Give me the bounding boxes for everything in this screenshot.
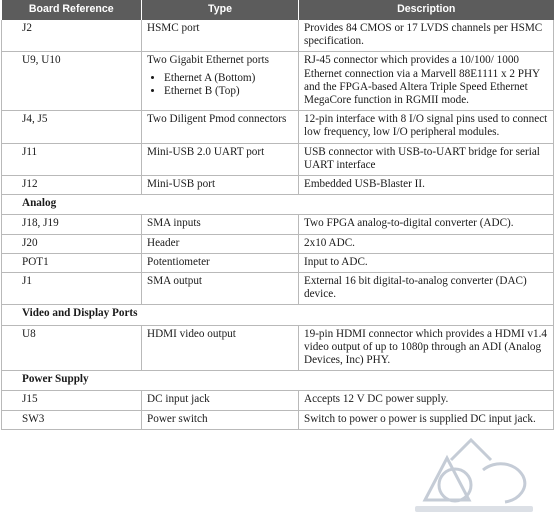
cell-type: SMA inputs: [142, 215, 299, 234]
watermark-logo-icon: [395, 430, 545, 515]
cell-ref: U8: [2, 325, 142, 371]
cell-type: DC input jack: [142, 391, 299, 410]
list-item: • Ethernet B (Top): [164, 85, 294, 98]
cell-ref: J12: [2, 176, 142, 195]
cell-type: SMA output: [142, 273, 299, 305]
cell-type: Two Diligent Pmod connectors: [142, 111, 299, 143]
cell-type: Mini-USB 2.0 UART port: [142, 143, 299, 175]
cell-desc: External 16 bit digital-to-analog converter (DAC) device.: [299, 273, 554, 305]
section-row-power: [2, 371, 554, 391]
table-row: [2, 273, 554, 305]
cell-type: [142, 52, 299, 111]
table-row: [2, 410, 554, 429]
cell-desc: Embedded USB-Blaster II.: [299, 176, 554, 195]
table-row: [2, 20, 554, 52]
bullet-list: [147, 72, 294, 98]
cell-ref: J1: [2, 273, 142, 305]
cell-ref: J20: [2, 234, 142, 253]
cell-ref: J15: [2, 391, 142, 410]
cell-desc: 12-pin interface with 8 I/O signal pins used to connect low frequency, low I/O peripheral modules.: [299, 111, 554, 143]
cell-type: Power switch: [142, 410, 299, 429]
list-item: • Ethernet A (Bottom): [164, 72, 294, 85]
cell-type: Header: [142, 234, 299, 253]
cell-desc: Accepts 12 V DC power supply.: [299, 391, 554, 410]
section-row-analog: [2, 195, 554, 215]
table-row: [2, 143, 554, 175]
header-type: Type: [142, 0, 299, 20]
cell-type: Potentiometer: [142, 253, 299, 272]
cell-desc: RJ-45 connector which provides a 10/100/ 1000 Ethernet connection via a Marvell 88E1111 x 2 PHY and the FPGA-based Altera Triple Speed Ethernet MegaCore function in RGMII mode.: [299, 52, 554, 111]
section-row-video: [2, 305, 554, 325]
section-title: Video and Display Ports: [2, 305, 554, 325]
cell-desc: Provides 84 CMOS or 17 LVDS channels per HSMC specification.: [299, 20, 554, 52]
cell-type: Mini-USB port: [142, 176, 299, 195]
table-header-row: [2, 0, 554, 20]
cell-ref: J2: [2, 20, 142, 52]
board-reference-table: [1, 0, 554, 430]
header-description: Description: [299, 0, 554, 20]
table-row: [2, 325, 554, 371]
section-title: Analog: [2, 195, 554, 215]
cell-type: HSMC port: [142, 20, 299, 52]
cell-desc: USB connector with USB-to-UART bridge for serial UART interface: [299, 143, 554, 175]
table-row: [2, 234, 554, 253]
cell-type-text: Two Gigabit Ethernet ports: [147, 54, 269, 67]
cell-ref: POT1: [2, 253, 142, 272]
cell-ref: SW3: [2, 410, 142, 429]
header-board-reference: Board Reference: [2, 0, 142, 20]
table-row: [2, 176, 554, 195]
cell-ref: J11: [2, 143, 142, 175]
table-row: [2, 111, 554, 143]
table-row: [2, 391, 554, 410]
cell-ref: U9, U10: [2, 52, 142, 111]
cell-desc: Input to ADC.: [299, 253, 554, 272]
cell-type: HDMI video output: [142, 325, 299, 371]
cell-ref: J18, J19: [2, 215, 142, 234]
table-row: [2, 215, 554, 234]
cell-desc: Two FPGA analog-to-digital converter (ADC).: [299, 215, 554, 234]
cell-desc: Switch to power o power is supplied DC input jack.: [299, 410, 554, 429]
section-title: Power Supply: [2, 371, 554, 391]
table-row: [2, 253, 554, 272]
cell-ref: J4, J5: [2, 111, 142, 143]
table-row: [2, 52, 554, 111]
cell-desc: 19-pin HDMI connector which provides a HDMI v1.4 video output of up to 1080p through an ADI (Analog Devices, Inc) PHY.: [299, 325, 554, 371]
cell-desc: 2x10 ADC.: [299, 234, 554, 253]
